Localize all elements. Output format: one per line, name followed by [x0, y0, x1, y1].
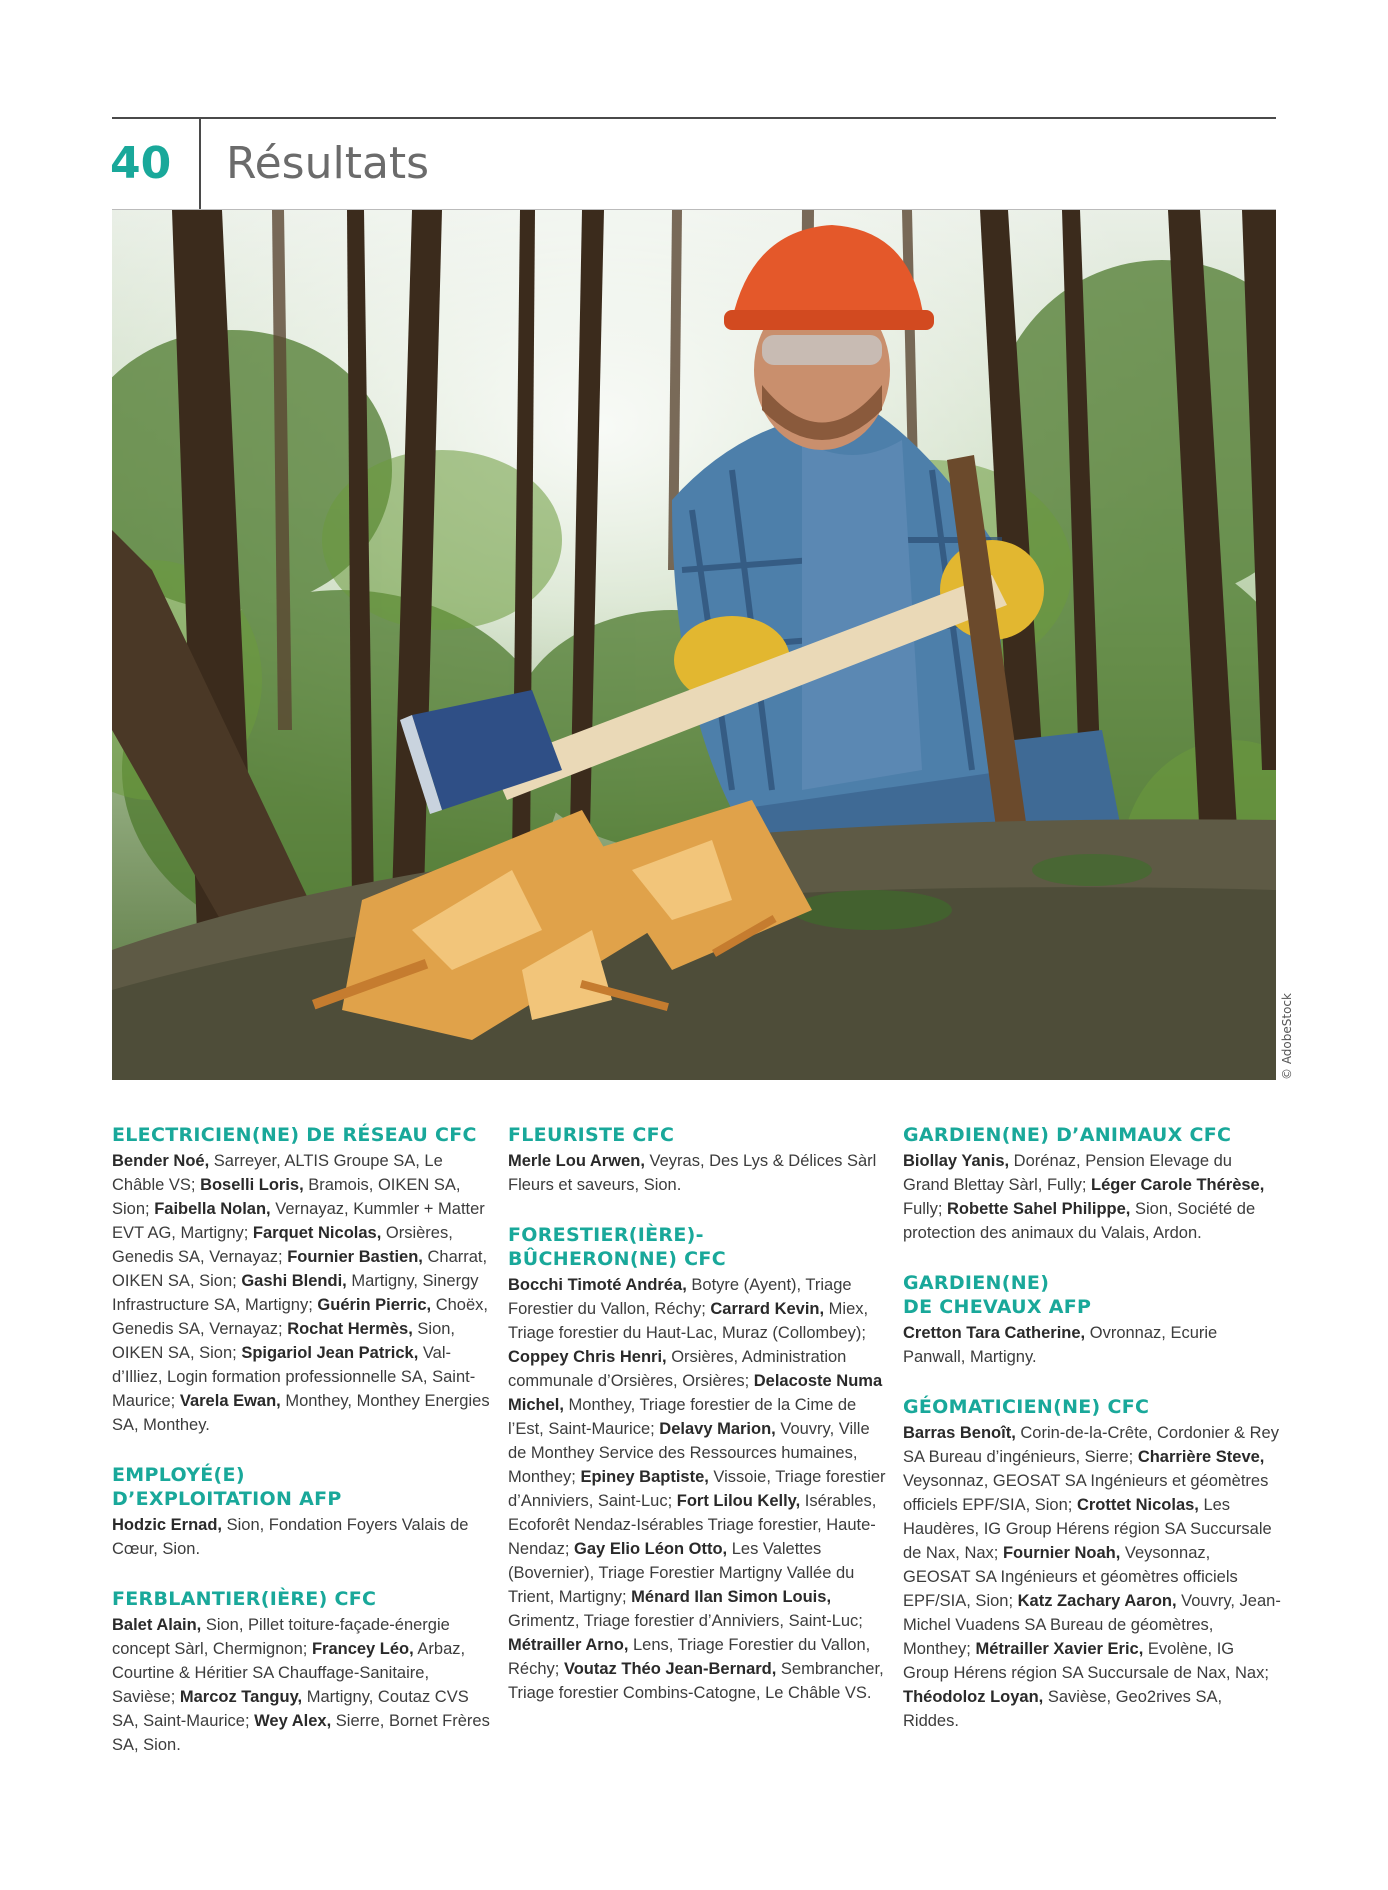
graduate-name: Bender Noé,	[112, 1152, 210, 1170]
category-title: GÉOMATICIEN(NE) CFC	[903, 1396, 1150, 1418]
category-graduates	[112, 1613, 492, 1757]
graduate-name: Ménard Ilan Simon Louis,	[631, 1588, 832, 1606]
graduate-details: Vouvry, Ville de Monthey Service des Ressources humaines, Monthey;	[508, 1420, 870, 1486]
graduate-details: Veysonnaz, GEOSAT SA Ingénieurs et géomètres officiels EPF/SIA, Sion;	[903, 1544, 1238, 1610]
graduate-details: Miex, Triage forestier du Haut-Lac, Muraz (Collombey);	[508, 1300, 869, 1342]
graduate-name: Francey Léo,	[311, 1640, 414, 1658]
graduate-details: Martigny, Sinergy Infrastructure SA, Martigny;	[112, 1272, 479, 1314]
graduate-details: Evolène, IG Group Hérens région SA Succursale de Nax, Nax;	[903, 1640, 1269, 1682]
graduate-details: Isérables, Ecoforêt Nendaz-Isérables Triage forestier, Haute-Nendaz;	[508, 1492, 877, 1558]
graduate-name: Coppey Chris Henri,	[508, 1348, 667, 1366]
graduate-details: Vernayaz, Kummler + Matter EVT AG, Martigny;	[112, 1200, 485, 1242]
header-top-rule	[112, 117, 1276, 119]
graduate-name: Rochat Hermès,	[287, 1320, 413, 1338]
graduate-name: Merle Lou Arwen,	[508, 1152, 645, 1170]
category-title: FORESTIER(IÈRE)- BÛCHERON(NE) CFC	[508, 1224, 726, 1270]
graduate-name: Biollay Yanis,	[903, 1152, 1010, 1170]
graduate-details: Vissoie, Triage forestier d’Anniviers, Saint-Luc;	[508, 1468, 886, 1510]
graduate-details: Dorénaz, Pension Elevage du Grand Blettay Sàrl, Fully;	[903, 1152, 1232, 1194]
graduate-name: Marcoz Tanguy,	[179, 1688, 303, 1706]
graduate-name: Faibella Nolan,	[154, 1200, 271, 1218]
result-category	[112, 1463, 492, 1561]
graduate-details: Orsières, Administration communale d’Orsières, Orsières;	[508, 1348, 847, 1390]
results-column-2	[508, 1123, 888, 1731]
graduate-details: Sembrancher, Triage forestier Combins-Catogne, Le Châble VS.	[508, 1660, 884, 1702]
graduate-name: Katz Zachary Aaron,	[1017, 1592, 1177, 1610]
graduate-details: Sion, OIKEN SA, Sion;	[112, 1320, 456, 1362]
graduate-details: Ovronnaz, Ecurie Panwall, Martigny.	[903, 1324, 1218, 1366]
category-graduates	[508, 1149, 888, 1197]
graduate-details: Bramois, OIKEN SA, Sion;	[112, 1176, 461, 1218]
graduate-details: Sion, Fondation Foyers Valais de Cœur, Sion.	[112, 1516, 469, 1558]
graduate-details: Les Haudères, IG Group Hérens région SA Succursale de Nax, Nax;	[903, 1496, 1272, 1562]
graduate-name: Delacoste Numa Michel,	[508, 1372, 883, 1414]
results-column-1	[112, 1123, 492, 1783]
graduate-name: Métrailler Arno,	[508, 1636, 629, 1654]
graduate-name: Théodoloz Loyan,	[903, 1688, 1044, 1706]
category-graduates	[112, 1149, 492, 1437]
graduate-name: Epiney Baptiste,	[580, 1468, 709, 1486]
graduate-name: Léger Carole Thérèse,	[1091, 1176, 1265, 1194]
graduate-details: Veyras, Des Lys & Délices Sàrl Fleurs et saveurs, Sion.	[508, 1152, 877, 1194]
graduate-name: Voutaz Théo Jean-Bernard,	[563, 1660, 777, 1678]
category-graduates	[903, 1421, 1281, 1733]
graduate-name: Gashi Blendi,	[241, 1272, 347, 1290]
graduate-details: Monthey, Monthey Energies SA, Monthey.	[112, 1392, 490, 1434]
graduate-name: Balet Alain,	[112, 1616, 202, 1634]
result-category	[112, 1587, 492, 1757]
graduate-name: Carrard Kevin,	[710, 1300, 825, 1318]
graduate-name: Charrière Steve,	[1137, 1448, 1265, 1466]
graduate-name: Barras Benoît,	[903, 1424, 1016, 1442]
category-graduates	[903, 1321, 1281, 1369]
graduate-details: Charrat, OIKEN SA, Sion;	[112, 1248, 488, 1290]
result-category	[903, 1395, 1281, 1733]
lumberjack-photo	[112, 210, 1276, 1080]
category-title: ELECTRICIEN(NE) DE RÉSEAU CFC	[112, 1124, 477, 1146]
graduate-name: Spigariol Jean Patrick,	[241, 1344, 419, 1362]
graduate-name: Guérin Pierric,	[317, 1296, 432, 1314]
graduate-details: Veysonnaz, GEOSAT SA Ingénieurs et géomètres officiels EPF/SIA, Sion;	[903, 1472, 1269, 1514]
category-title: EMPLOYÉ(E) D’EXPLOITATION AFP	[112, 1464, 342, 1510]
graduate-name: Crottet Nicolas,	[1076, 1496, 1199, 1514]
graduate-details: Fully;	[903, 1200, 948, 1218]
result-category	[508, 1223, 888, 1705]
graduate-details: Sion, Société de protection des animaux du Valais, Ardon.	[903, 1200, 1256, 1242]
graduate-name: Boselli Loris,	[200, 1176, 304, 1194]
result-category	[903, 1123, 1281, 1245]
photo-credit: © AdobeStock	[1280, 993, 1294, 1080]
graduate-name: Fournier Noah,	[1002, 1544, 1121, 1562]
graduate-details: Arbaz, Courtine & Héritier SA Chauffage-Sanitaire, Savièse;	[112, 1640, 466, 1706]
graduate-details: Martigny, Coutaz CVS SA, Saint-Maurice;	[112, 1688, 469, 1730]
category-title: FERBLANTIER(IÈRE) CFC	[112, 1588, 377, 1610]
header-divider	[199, 119, 201, 211]
graduate-details: Choëx, Genedis SA, Vernayaz;	[112, 1296, 488, 1338]
graduate-name: Fort Lilou Kelly,	[676, 1492, 801, 1510]
graduate-name: Bocchi Timoté Andréa,	[508, 1276, 687, 1294]
category-graduates	[903, 1149, 1281, 1245]
category-graduates	[112, 1513, 492, 1561]
graduate-details: Grimentz, Triage forestier d’Anniviers, Saint-Luc;	[508, 1612, 863, 1630]
section-title: Résultats	[226, 138, 430, 189]
graduate-name: Delavy Marion,	[659, 1420, 776, 1438]
graduate-name: Fournier Bastien,	[287, 1248, 423, 1266]
graduate-details: Savièse, Geo2rives SA, Riddes.	[903, 1688, 1223, 1730]
graduate-name: Wey Alex,	[254, 1712, 332, 1730]
results-column-3	[903, 1123, 1281, 1759]
result-category	[112, 1123, 492, 1437]
graduate-details: Sierre, Bornet Frères SA, Sion.	[112, 1712, 490, 1754]
graduate-details: Sion, Pillet toiture-façade-énergie concept Sàrl, Chermignon;	[112, 1616, 450, 1658]
graduate-details: Les Valettes (Bovernier), Triage Forestier Martigny Vallée du Trient, Martigny;	[508, 1540, 855, 1606]
graduate-details: Vouvry, Jean-Michel Vuadens SA Bureau de géomètres, Monthey;	[903, 1592, 1281, 1658]
category-title: GARDIEN(NE) DE CHEVAUX AFP	[903, 1272, 1092, 1318]
result-category	[508, 1123, 888, 1197]
result-category	[903, 1271, 1281, 1369]
graduate-name: Métrailler Xavier Eric,	[975, 1640, 1144, 1658]
graduate-name: Farquet Nicolas,	[252, 1224, 382, 1242]
graduate-details: Lens, Triage Forestier du Vallon, Réchy;	[508, 1636, 871, 1678]
graduate-name: Robette Sahel Philippe,	[947, 1200, 1131, 1218]
graduate-details: Monthey, Triage forestier de la Cime de l’Est, Saint-Maurice;	[508, 1396, 857, 1438]
category-title: FLEURISTE CFC	[508, 1124, 675, 1146]
graduate-details: Orsières, Genedis SA, Vernayaz;	[112, 1224, 453, 1266]
graduate-name: Cretton Tara Catherine,	[903, 1324, 1086, 1342]
category-graduates	[508, 1273, 888, 1705]
graduate-details: Botyre (Ayent), Triage Forestier du Vallon, Réchy;	[508, 1276, 852, 1318]
page-number: 40	[110, 138, 172, 189]
graduate-details: Corin-de-la-Crête, Cordonier & Rey SA Bureau d’ingénieurs, Sierre;	[903, 1424, 1279, 1466]
category-title: GARDIEN(NE) D’ANIMAUX CFC	[903, 1124, 1232, 1146]
graduate-details: Sarreyer, ALTIS Groupe SA, Le Châble VS;	[112, 1152, 443, 1194]
graduate-name: Varela Ewan,	[179, 1392, 281, 1410]
graduate-name: Hodzic Ernad,	[112, 1516, 223, 1534]
graduate-details: Val-d’Illiez, Login formation professionnelle SA, Saint-Maurice;	[112, 1344, 476, 1410]
graduate-name: Gay Elio Léon Otto,	[574, 1540, 728, 1558]
